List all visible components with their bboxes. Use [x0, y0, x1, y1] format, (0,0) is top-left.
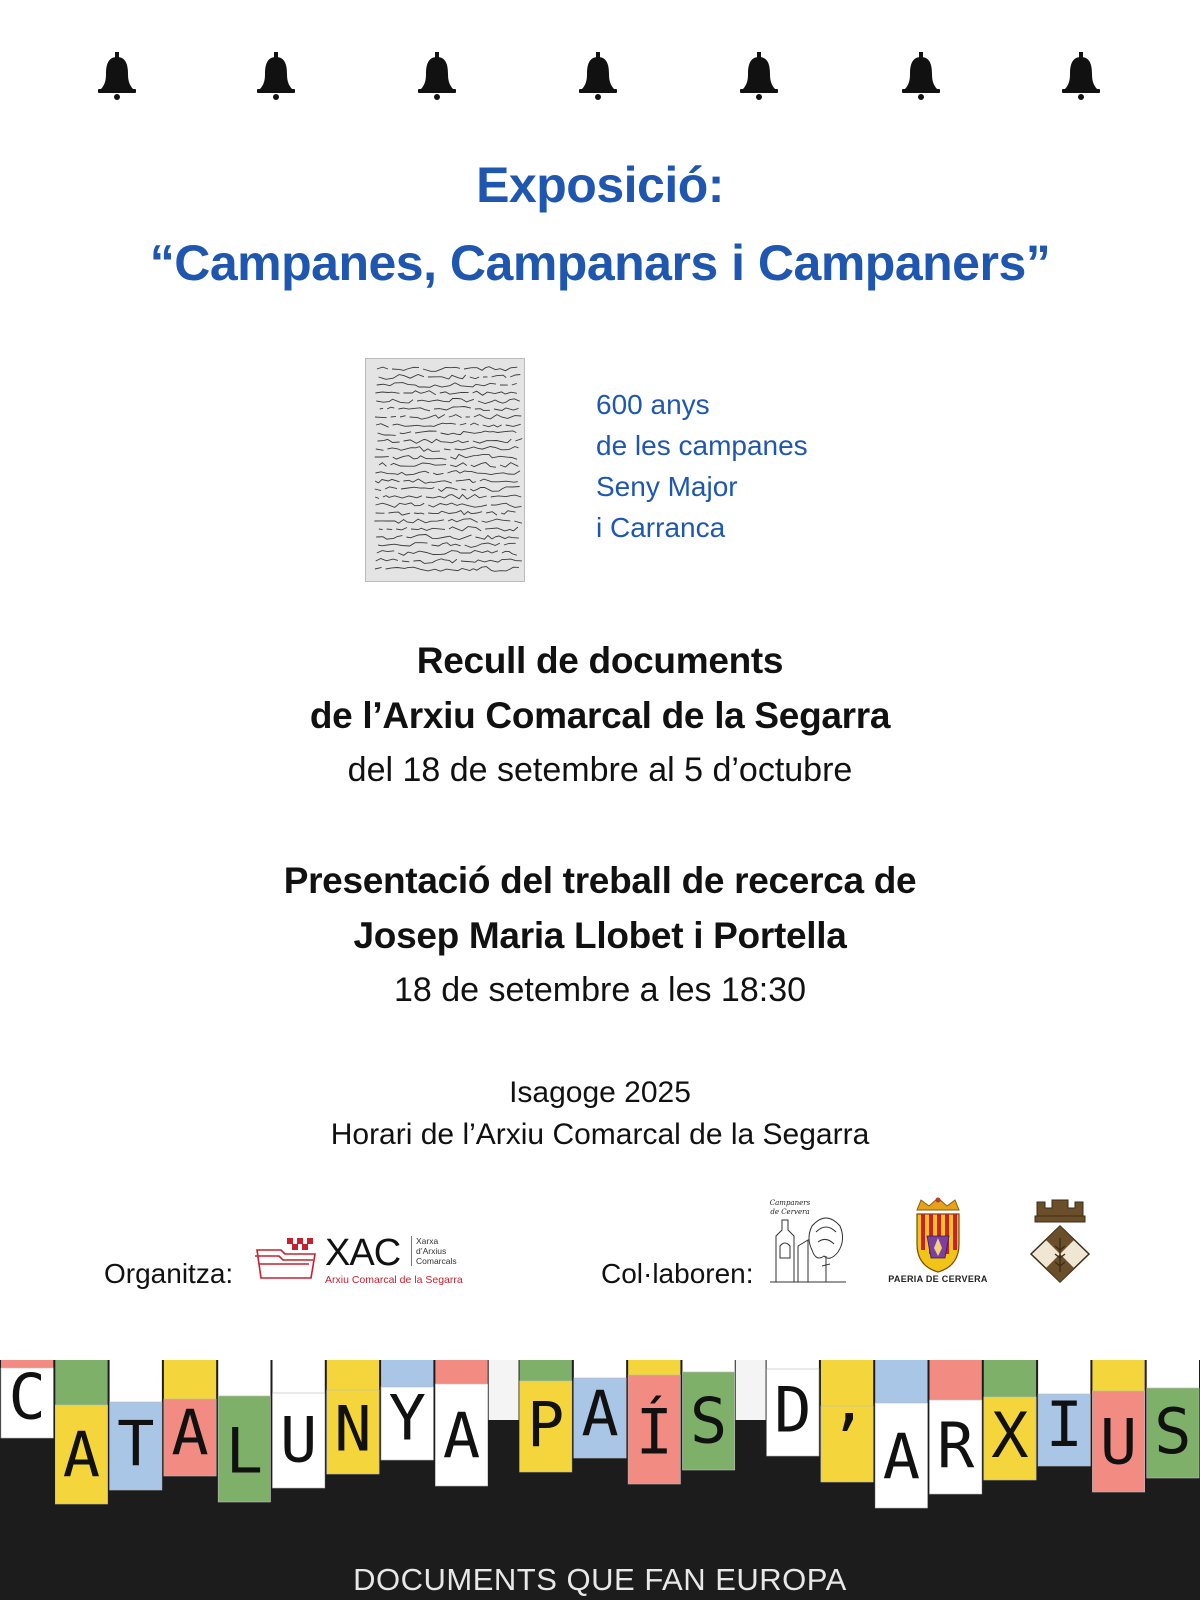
documents-dates: del 18 de setembre al 5 d’octubre	[347, 751, 853, 789]
banner-letter: D	[774, 1373, 812, 1447]
bell-icon	[97, 52, 137, 100]
banner-letter: A	[581, 1377, 619, 1451]
banner-tile	[736, 1360, 766, 1420]
bell-icon	[578, 52, 618, 100]
banner-tile	[1092, 1360, 1144, 1393]
xac-archive-name: Arxiu Comarcal de la Segarra	[325, 1274, 463, 1286]
folders-icon	[253, 1236, 323, 1282]
banner-letter: I	[1045, 1387, 1083, 1461]
anniversary-line: i Carranca	[596, 512, 726, 543]
anniversary-line: de les campanes	[596, 430, 808, 461]
banner-tile	[489, 1360, 519, 1420]
banner-tile	[327, 1360, 379, 1392]
opening-hours-note: Horari de l’Arxiu Comarcal de la Segarra	[330, 1118, 870, 1151]
banner-tile	[272, 1360, 324, 1395]
anniversary-note	[596, 384, 808, 548]
xac-name-line: Xarxa	[416, 1236, 439, 1246]
banner-tile	[520, 1360, 572, 1383]
banner-letter: L	[225, 1414, 264, 1488]
banner-letter: P	[527, 1388, 565, 1462]
manuscript-image	[365, 358, 525, 582]
paeria-cervera-logo	[888, 1196, 988, 1286]
organiser-label: Organitza:	[104, 1258, 234, 1289]
banner-tile	[875, 1360, 927, 1405]
banner-subtitle: DOCUMENTS QUE FAN EUROPA	[353, 1562, 847, 1597]
xac-logo	[253, 1232, 468, 1287]
banner-letter: A	[171, 1396, 209, 1470]
banner-letter: Í	[635, 1395, 673, 1469]
exhibition-label: Exposició:	[476, 157, 724, 213]
banner-tile	[435, 1360, 487, 1386]
banner-letter: ’	[828, 1402, 866, 1476]
banner-tile	[628, 1360, 680, 1377]
exhibition-title: “Campanes, Campanars i Campaners”	[149, 235, 1051, 291]
banner-letter: U	[279, 1403, 318, 1477]
bell-icon	[1061, 52, 1101, 100]
xac-name-line: Comarcals	[416, 1256, 457, 1266]
presentation-author: Josep Maria Llobet i Portella	[353, 915, 847, 956]
bell-icon	[256, 52, 296, 100]
banner-tile	[110, 1360, 162, 1404]
documents-source: de l’Arxiu Comarcal de la Segarra	[309, 695, 891, 736]
campaners-cervera-logo	[768, 1196, 848, 1286]
banner-letter: A	[442, 1399, 481, 1473]
banner-letter: T	[117, 1407, 155, 1481]
paeria-caption: PAERIA DE CERVERA	[888, 1274, 988, 1284]
banner-letter: X	[991, 1398, 1029, 1472]
banner-tile	[821, 1360, 873, 1408]
documents-heading: Recull de documents	[416, 640, 784, 681]
banner-letter: C	[8, 1360, 46, 1434]
bell-icon	[417, 52, 457, 100]
banner-letter: A	[882, 1420, 921, 1494]
anniversary-line: 600 anys	[596, 389, 710, 420]
anniversary-line: Seny Major	[596, 471, 738, 502]
xac-network-name	[411, 1236, 457, 1266]
campaners-line: de Cervera	[770, 1208, 810, 1216]
banner-tile	[218, 1360, 270, 1398]
bell-icon	[901, 52, 941, 100]
banner-tile	[1147, 1360, 1199, 1390]
banner-letter: Y	[388, 1381, 426, 1455]
presentation-time: 18 de setembre a les 18:30	[393, 971, 807, 1009]
banner-tile	[984, 1360, 1036, 1399]
event-series: Isagoge 2025	[509, 1076, 691, 1109]
banner-tile	[164, 1360, 216, 1401]
banner-tile	[55, 1360, 107, 1407]
banner-letter: S	[689, 1384, 728, 1458]
banner-letter: N	[334, 1392, 372, 1466]
xac-acronym: XAC	[325, 1232, 401, 1274]
bell-icon	[739, 52, 779, 100]
collaborators-label: Col·laboren:	[601, 1258, 754, 1289]
banner-letter: R	[936, 1409, 975, 1483]
presentation-heading: Presentació del treball de recerca de	[283, 860, 917, 901]
xac-name-line: d’Arxius	[416, 1246, 447, 1256]
banner-letter: U	[1099, 1405, 1138, 1479]
campaners-line: Campaners	[769, 1199, 811, 1207]
banner-letter: A	[62, 1418, 101, 1492]
bells-row	[0, 52, 1200, 102]
banner-tile	[930, 1360, 982, 1402]
banner-letter: S	[1154, 1394, 1192, 1468]
municipal-coat-of-arms-icon	[1025, 1194, 1095, 1286]
